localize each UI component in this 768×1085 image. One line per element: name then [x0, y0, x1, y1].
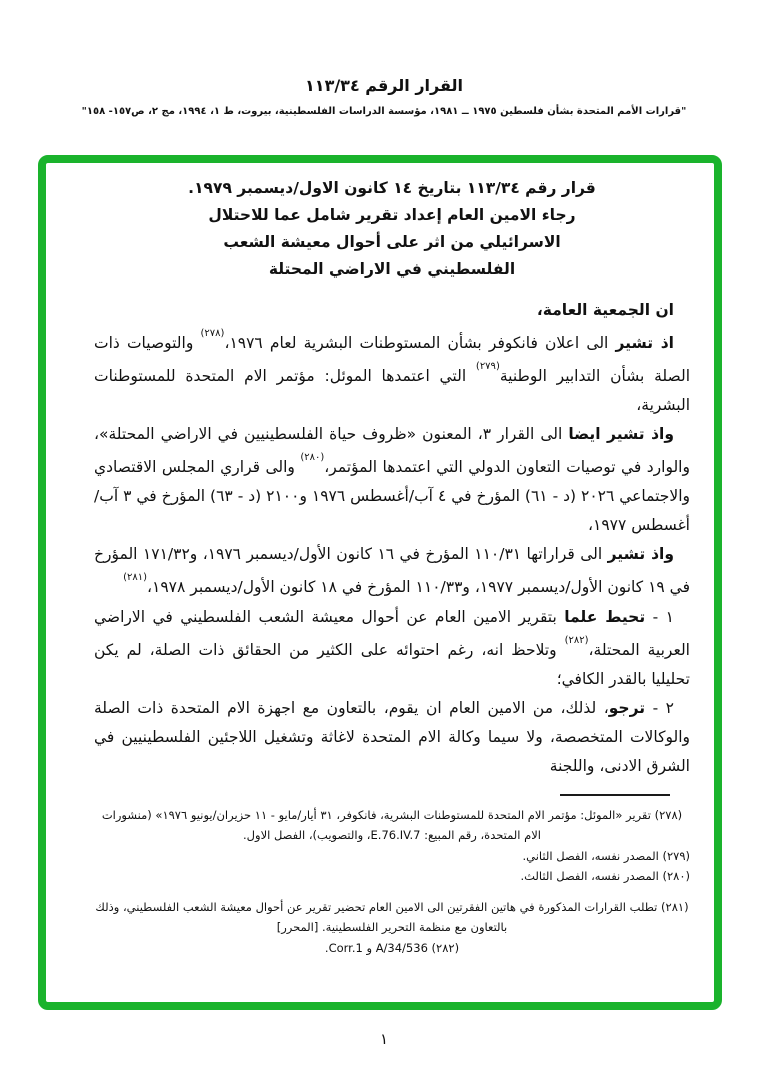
footnote-text: تطلب القرارات المذكورة في هاتين الفقرتين الى الامين العام تحضير تقرير عن أحوال معيشة الشعب الفلسطيني، وذلك بالتعاون مع منظمة التحرير الفلسطينية. [المحرر]: [95, 899, 658, 935]
text-segment: ترجو: [608, 698, 646, 717]
paragraph: [94, 420, 690, 540]
text-segment: الى القرار ٣، المعنون «ظروف حياة الفلسطينيين في الاراضي المحتلة»، والوارد في توصيات التعاون الدولي التي اعتمدها المؤتمر،: [94, 425, 690, 477]
footnote-marker: (٢٧٩): [658, 848, 690, 863]
text-segment: واذ تشير ايضا: [568, 425, 675, 444]
text-segment: وتلاحظ انه، رغم احتوائه على الكثير من الحقائق ذات الصلة، لم يكن تحليليا بالقدر الكافي؛: [94, 640, 690, 688]
text-segment: اذ تشير: [615, 334, 674, 353]
text-segment: والى قراري المجلس الاقتصادي والاجتماعي ٢٠٢٦ (د - ٦١) المؤرخ في ٤ آب/أغسطس ١٩٧٦ و٢١٠٠ (د - ٦٣) المؤرخ في ٣ آب/أغسطس ١٩٧٧،: [94, 458, 690, 535]
resolution-heading-line: الاسرائيلي من اثر على أحوال معيشة الشعب: [223, 233, 561, 251]
footnote: [94, 938, 690, 959]
document-title: القرار الرقم ١١٣/٣٤: [305, 76, 463, 95]
footnote-reference: (٢٧٨): [200, 328, 225, 339]
text-segment: ان الجمعية العامة،: [536, 301, 674, 319]
paragraph: [94, 603, 690, 694]
text-segment: بتقرير الامين العام عن أحوال معيشة الشعب الفلسطيني في الاراضي العربية المحتلة،: [94, 607, 690, 659]
source-citation: "قرارات الأمم المتحدة بشأن فلسطين ١٩٧٥ ــ ١٩٨١، مؤسسة الدراسات الفلسطينية، بيروت، ط ١، ١٩٩٤، مج ٢، ص١٥٧- ١٥٨": [81, 106, 687, 117]
text-segment: تحيط علما: [564, 607, 646, 626]
text-segment: الى قراراتها ١١٠/٣١ المؤرخ في ١٦ كانون الأول/ديسمبر ١٩٧٦، و١٧١/٣٢ المؤرخ في ١٩ كانون الأول/ديسمبر ١٩٧٧، و١١٠/٣٣ المؤرخ في ١٨ كانون الأول/ديسمبر ١٩٧٨،: [94, 545, 690, 597]
footnotes-block: [94, 805, 690, 959]
resolution-heading-line: رجاء الامين العام إعداد تقرير شامل عما للاحتلال: [208, 206, 576, 224]
footnote-marker: (٢٧٨): [650, 807, 683, 822]
text-segment: التي اعتمدها الموئل: مؤتمر الام المتحدة للمستوطنات البشرية،: [94, 367, 690, 415]
paragraph: [94, 325, 690, 420]
resolution-highlight-box: [38, 155, 722, 1010]
resolution-heading: [94, 175, 690, 283]
footnote-marker: (٢٨٢): [427, 940, 460, 955]
paragraph: [94, 296, 690, 325]
text-segment: ٢ -: [645, 698, 674, 717]
text-segment: ١ -: [645, 607, 674, 626]
resolution-heading-line: قرار رقم ١١٣/٣٤ بتاريخ ١٤ كانون الاول/ديسمبر ١٩٧٩.: [188, 179, 596, 197]
footnote-text: المصدر نفسه، الفصل الثاني.: [522, 848, 659, 863]
footnote-reference: (٢٨٢): [564, 634, 589, 646]
footnote-marker: (٢٨١): [657, 899, 689, 914]
text-segment: ، لذلك، من الامين العام ان يقوم، بالتعاون مع اجهزة الام المتحدة ذات الصلة والوكالات المتخصصة، ولا سيما وكالة الام المتحدة لاغاثة وتشغيل اللاجئين الفلسطينيين في الشرق الادنى، واللجنة: [94, 698, 690, 775]
footnote-text: A/34/536 و Corr.1.: [324, 940, 428, 955]
page-number: ١: [379, 1030, 389, 1048]
footnote-text: تقرير «الموئل: مؤتمر الام المتحدة للمستوطنات البشرية، فانكوفر، ٣١ أيار/مايو - ١١ حزيران/يونيو ١٩٧٦» (منشورات الام المتحدة، رقم المبيع: E.76.IV.7، والتصويب)، الفصل الاول.: [101, 807, 651, 843]
footnote: [94, 805, 690, 846]
resolution-heading-line: الفلسطيني في الاراضي المحتلة: [268, 260, 516, 278]
footnote-separator: [560, 794, 670, 796]
text-segment: الى اعلان فانكوفر بشأن المستوطنات البشرية لعام ١٩٧٦،: [224, 334, 616, 353]
footnote-reference: (٢٨١): [123, 572, 148, 584]
footnote: [94, 846, 690, 867]
footnote-marker: (٢٨٠): [658, 869, 690, 884]
footnote: [94, 866, 690, 887]
text-segment: والتوصيات ذات الصلة بشأن التدابير الوطنية: [94, 334, 691, 386]
footnote-reference: (٢٧٩): [475, 361, 500, 373]
footnote: [94, 897, 690, 938]
paragraph: [94, 694, 690, 781]
resolution-body: [94, 296, 690, 781]
footnote-text: المصدر نفسه، الفصل الثالث.: [520, 869, 659, 884]
footnote-reference: (٢٨٠): [300, 452, 325, 464]
paragraph: [94, 540, 690, 602]
text-segment: واذ تشير: [607, 545, 674, 564]
